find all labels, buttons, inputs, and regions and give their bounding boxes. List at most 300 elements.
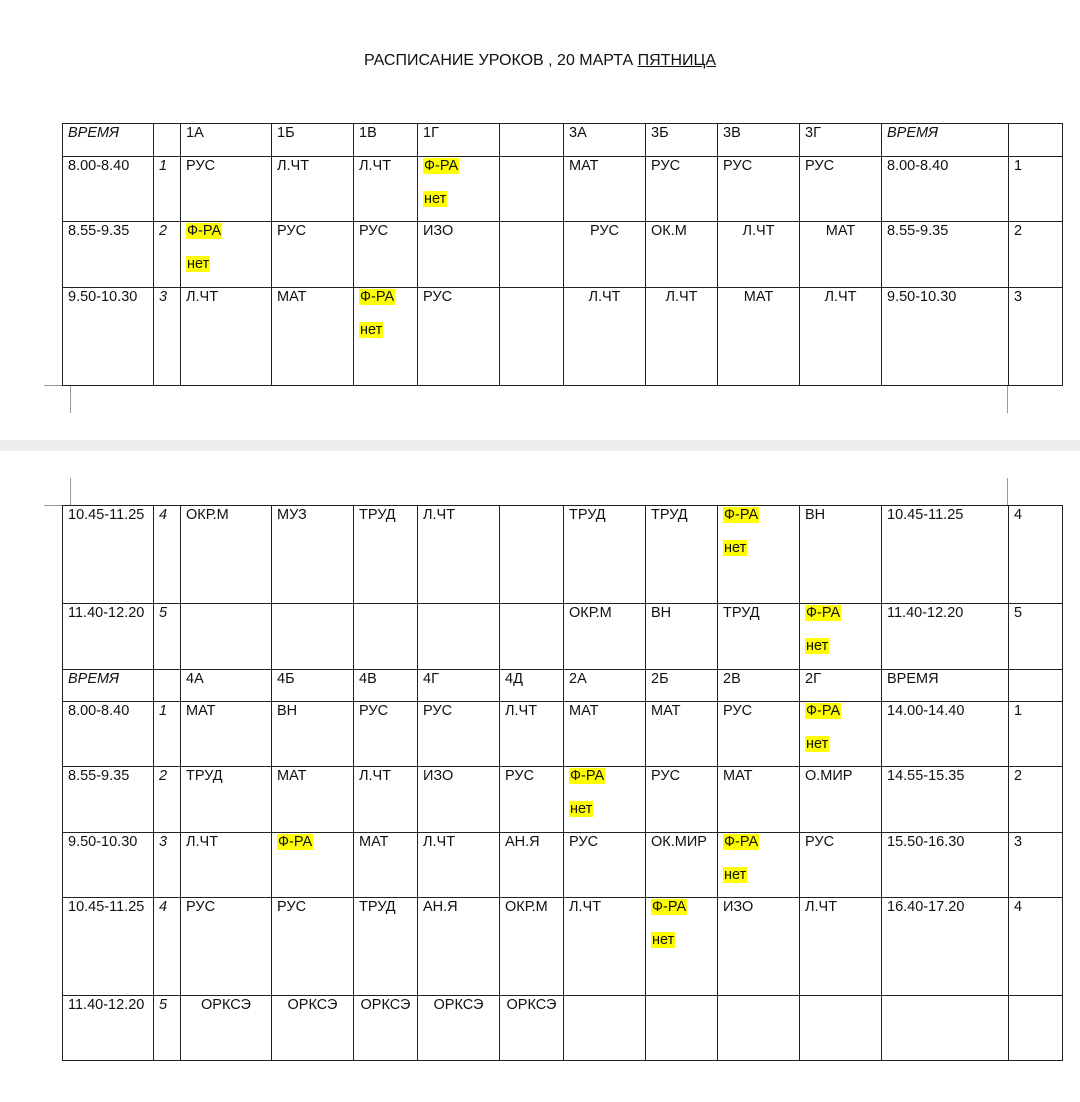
table-cell <box>154 604 181 670</box>
table-cell <box>418 670 500 702</box>
table-cell <box>181 604 272 670</box>
cell-text: РУС <box>186 158 216 174</box>
highlighted-text: нет <box>652 932 675 948</box>
cell-text: Л.ЧТ <box>277 158 310 174</box>
table-cell <box>718 222 800 288</box>
highlighted-text: нет <box>424 191 447 207</box>
table-cell <box>646 898 718 996</box>
table-cell <box>800 670 882 702</box>
table-cell <box>800 702 882 767</box>
table-cell <box>500 767 564 833</box>
table-row <box>63 767 1063 833</box>
cell-text: 10.45-11.25 <box>68 899 145 915</box>
cell-text: ОК.М <box>651 223 687 239</box>
table-cell <box>1009 222 1063 288</box>
table-cell <box>272 506 354 604</box>
cell-text: 3Б <box>651 125 669 141</box>
highlighted-text: Ф-РА <box>724 834 759 850</box>
table-row <box>63 898 1063 996</box>
table-cell <box>718 604 800 670</box>
cell-text: ОРКСЭ <box>506 997 557 1013</box>
cell-text: Л.ЧТ <box>423 507 456 523</box>
table-cell <box>418 702 500 767</box>
cell-text: 1В <box>359 125 377 141</box>
table-cell <box>564 702 646 767</box>
table-cell <box>418 996 500 1061</box>
table-cell <box>63 767 154 833</box>
table-cell <box>882 898 1009 996</box>
page-separator <box>0 440 1080 451</box>
cell-text: Л.ЧТ <box>359 158 392 174</box>
cell-text: 2 <box>159 223 168 239</box>
table-cell <box>154 767 181 833</box>
table-cell <box>646 604 718 670</box>
table-row <box>63 157 1063 222</box>
table-cell <box>500 124 564 157</box>
highlighted-text: нет <box>806 736 829 752</box>
table-cell <box>800 767 882 833</box>
highlighted-text: Ф-РА <box>360 289 395 305</box>
table-row <box>63 124 1063 157</box>
table-cell <box>646 124 718 157</box>
corner-mark <box>1007 478 1008 505</box>
cell-text: 1Г <box>423 125 439 141</box>
cell-text: 1 <box>1014 703 1023 719</box>
corner-mark <box>70 478 71 505</box>
table-cell <box>564 222 646 288</box>
cell-text: РУС <box>359 223 389 239</box>
table-cell <box>564 506 646 604</box>
table-cell <box>718 996 800 1061</box>
table-cell <box>718 157 800 222</box>
table-cell <box>272 996 354 1061</box>
table-cell <box>500 898 564 996</box>
table-cell <box>272 222 354 288</box>
table-cell <box>272 670 354 702</box>
table-cell <box>418 898 500 996</box>
cell-text: 9.50-10.30 <box>68 289 138 305</box>
table-cell <box>181 157 272 222</box>
table-cell <box>418 157 500 222</box>
table-cell <box>181 222 272 288</box>
table-cell <box>63 288 154 386</box>
cell-text: Л.ЧТ <box>588 289 621 305</box>
table-cell <box>154 124 181 157</box>
cell-text: РУС <box>723 158 753 174</box>
cell-text: РУС <box>423 289 453 305</box>
highlighted-text: Ф-РА <box>724 507 759 523</box>
table-cell <box>181 124 272 157</box>
table-cell <box>272 124 354 157</box>
table-cell <box>564 157 646 222</box>
cell-text: 2 <box>1014 768 1023 784</box>
highlighted-text: Ф-РА <box>570 768 605 784</box>
cell-text: 1А <box>186 125 204 141</box>
table-cell <box>882 506 1009 604</box>
cell-text: Л.ЧТ <box>423 834 456 850</box>
cell-text: 1Б <box>277 125 295 141</box>
table-cell <box>646 670 718 702</box>
cell-text: МАТ <box>723 768 753 784</box>
table-cell <box>154 222 181 288</box>
table-cell <box>154 157 181 222</box>
cell-text: Л.ЧТ <box>186 289 219 305</box>
table-row <box>63 222 1063 288</box>
cell-text: О.МИР <box>805 768 853 784</box>
cell-text: ИЗО <box>423 223 454 239</box>
cell-text: 8.00-8.40 <box>68 703 130 719</box>
cell-text: РУС <box>505 768 535 784</box>
table-row <box>63 288 1063 386</box>
table-cell <box>718 124 800 157</box>
cell-text: РУС <box>277 223 307 239</box>
table-cell <box>500 833 564 898</box>
cell-text: 5 <box>159 605 168 621</box>
table-cell <box>272 767 354 833</box>
table-cell <box>354 702 418 767</box>
cell-text: 3 <box>1014 289 1023 305</box>
table-cell <box>181 670 272 702</box>
table-cell <box>272 288 354 386</box>
table-cell <box>1009 506 1063 604</box>
table-cell <box>718 767 800 833</box>
table-cell <box>718 898 800 996</box>
table-cell <box>272 833 354 898</box>
table-cell <box>500 288 564 386</box>
cell-text: РУС <box>651 158 681 174</box>
cell-text: 3В <box>723 125 741 141</box>
cell-text: 4 <box>159 899 168 915</box>
table-cell <box>63 670 154 702</box>
schedule-table-top <box>62 123 1063 386</box>
cell-text: 10.45-11.25 <box>887 507 964 523</box>
cell-text: 4Д <box>505 671 523 687</box>
table-cell <box>800 124 882 157</box>
table-cell <box>63 222 154 288</box>
table-cell <box>181 767 272 833</box>
cell-text: 3 <box>1014 834 1023 850</box>
table-cell <box>63 833 154 898</box>
table-cell <box>1009 670 1063 702</box>
table-cell <box>1009 833 1063 898</box>
table-cell <box>1009 124 1063 157</box>
table-cell <box>181 833 272 898</box>
page-title <box>0 52 1080 70</box>
cell-text: 8.55-9.35 <box>887 223 949 239</box>
cell-text: ТРУД <box>651 507 688 523</box>
table-cell <box>1009 702 1063 767</box>
table-cell <box>354 898 418 996</box>
table-cell <box>418 506 500 604</box>
table-cell <box>63 604 154 670</box>
cell-text: 10.45-11.25 <box>68 507 145 523</box>
highlighted-text: нет <box>187 256 210 272</box>
table-cell <box>418 604 500 670</box>
table-cell <box>646 702 718 767</box>
cell-text: 8.55-9.35 <box>68 768 130 784</box>
cell-text: 14.55-15.35 <box>887 768 965 784</box>
table-cell <box>181 506 272 604</box>
cell-text: Л.ЧТ <box>569 899 602 915</box>
table-cell <box>646 288 718 386</box>
table-cell <box>718 833 800 898</box>
table-cell <box>646 767 718 833</box>
cell-text: АН.Я <box>505 834 540 850</box>
cell-text: Л.ЧТ <box>805 899 838 915</box>
cell-text: Л.ЧТ <box>824 289 857 305</box>
table-cell <box>354 157 418 222</box>
cell-text: 2А <box>569 671 587 687</box>
table-cell <box>63 996 154 1061</box>
cell-text: 1 <box>1014 158 1023 174</box>
cell-text: Л.ЧТ <box>742 223 775 239</box>
table-cell <box>418 833 500 898</box>
cell-text: 3А <box>569 125 587 141</box>
table-cell <box>154 506 181 604</box>
table-cell <box>63 124 154 157</box>
table-cell <box>354 670 418 702</box>
table-cell <box>154 288 181 386</box>
cell-text: РУС <box>423 703 453 719</box>
cell-text: Л.ЧТ <box>186 834 219 850</box>
cell-text: 4А <box>186 671 204 687</box>
table-cell <box>272 604 354 670</box>
table-cell <box>354 996 418 1061</box>
highlighted-text: нет <box>724 540 747 556</box>
table-cell <box>1009 604 1063 670</box>
table-cell <box>800 898 882 996</box>
highlighted-text: Ф-РА <box>278 834 313 850</box>
highlighted-text: нет <box>806 638 829 654</box>
table-cell <box>882 288 1009 386</box>
cell-text: РУС <box>589 223 620 239</box>
table-cell <box>181 702 272 767</box>
cell-text: РУС <box>651 768 681 784</box>
table-cell <box>354 124 418 157</box>
cell-text: МАТ <box>359 834 389 850</box>
cell-text: МАТ <box>569 703 599 719</box>
cell-text: МАТ <box>277 289 307 305</box>
table-cell <box>646 996 718 1061</box>
cell-text: 9.50-10.30 <box>68 834 138 850</box>
table-cell <box>800 833 882 898</box>
table-cell <box>154 898 181 996</box>
cell-text: 11.40-12.20 <box>887 605 964 621</box>
table-cell <box>564 767 646 833</box>
table-cell <box>564 288 646 386</box>
cell-text: 15.50-16.30 <box>887 834 965 850</box>
cell-text: 14.00-14.40 <box>887 703 965 719</box>
table-row <box>63 833 1063 898</box>
table-cell <box>564 604 646 670</box>
table-cell <box>800 157 882 222</box>
table-cell <box>646 506 718 604</box>
cell-text: ОКР.М <box>505 899 548 915</box>
table-cell <box>154 702 181 767</box>
cell-text: ОРКСЭ <box>201 997 251 1013</box>
cell-text: ОРКСЭ <box>360 997 411 1013</box>
table-cell <box>63 898 154 996</box>
table-cell <box>354 288 418 386</box>
corner-mark <box>70 386 71 413</box>
cell-text: 2 <box>159 768 168 784</box>
cell-text: 1 <box>159 158 168 174</box>
table-cell <box>418 288 500 386</box>
table-cell <box>154 833 181 898</box>
table-cell <box>272 157 354 222</box>
cell-text: ОРКСЭ <box>287 997 338 1013</box>
highlighted-text: нет <box>360 322 383 338</box>
table-cell <box>1009 898 1063 996</box>
table-cell <box>882 124 1009 157</box>
table-cell <box>1009 288 1063 386</box>
table-cell <box>800 996 882 1061</box>
table-cell <box>354 833 418 898</box>
table-cell <box>63 702 154 767</box>
cell-text: ИЗО <box>723 899 754 915</box>
table-cell <box>418 124 500 157</box>
table-cell <box>564 996 646 1061</box>
table-cell <box>882 833 1009 898</box>
table-cell <box>800 506 882 604</box>
table-cell <box>181 288 272 386</box>
schedule-table-bottom <box>62 505 1063 1061</box>
cell-text: 4 <box>159 507 168 523</box>
cell-text: МАТ <box>825 223 856 239</box>
table-cell <box>500 702 564 767</box>
table-row <box>63 506 1063 604</box>
cell-text: 5 <box>159 997 168 1013</box>
table-cell <box>63 506 154 604</box>
cell-text: 4 <box>1014 899 1023 915</box>
table-cell <box>354 767 418 833</box>
table-cell <box>564 898 646 996</box>
corner-mark <box>44 505 62 506</box>
cell-text: 8.55-9.35 <box>68 223 130 239</box>
cell-text: 4 <box>1014 507 1023 523</box>
table-cell <box>354 604 418 670</box>
table-cell <box>718 288 800 386</box>
table-cell <box>354 222 418 288</box>
table-cell <box>718 670 800 702</box>
table-cell <box>882 222 1009 288</box>
cell-text: ВН <box>277 703 298 719</box>
table-cell <box>800 288 882 386</box>
table-cell <box>800 604 882 670</box>
table-cell <box>500 604 564 670</box>
cell-text: 11.40-12.20 <box>68 997 145 1013</box>
table-cell <box>646 222 718 288</box>
table-cell <box>500 506 564 604</box>
cell-text: ВН <box>805 507 826 523</box>
table-row <box>63 604 1063 670</box>
title-main: РАСПИСАНИЕ УРОКОВ , 20 МАРТА <box>364 52 638 69</box>
table-cell <box>882 996 1009 1061</box>
corner-mark <box>44 385 62 386</box>
cell-text: 2Г <box>805 671 821 687</box>
table-cell <box>63 157 154 222</box>
cell-text: 2Б <box>651 671 669 687</box>
cell-text: РУС <box>569 834 599 850</box>
highlighted-text: Ф-РА <box>424 158 459 174</box>
table-cell <box>272 702 354 767</box>
cell-text: РУС <box>723 703 753 719</box>
table-cell <box>564 670 646 702</box>
cell-text: ТРУД <box>569 507 606 523</box>
cell-text: 4Б <box>277 671 295 687</box>
cell-text: ОРКСЭ <box>433 997 484 1013</box>
highlighted-text: Ф-РА <box>187 223 222 239</box>
cell-text: 4Г <box>423 671 439 687</box>
table-cell <box>272 898 354 996</box>
cell-text: Л.ЧТ <box>505 703 538 719</box>
cell-text: ВРЕМЯ <box>887 125 938 141</box>
table-cell <box>882 702 1009 767</box>
table-cell <box>354 506 418 604</box>
table-cell <box>882 767 1009 833</box>
cell-text: ТРУД <box>723 605 760 621</box>
cell-text: 2 <box>1014 223 1023 239</box>
table-cell <box>882 604 1009 670</box>
cell-text: ВРЕМЯ <box>887 671 939 687</box>
cell-text: 8.00-8.40 <box>887 158 949 174</box>
cell-text: 9.50-10.30 <box>887 289 957 305</box>
table-row <box>63 670 1063 702</box>
cell-text: 2В <box>723 671 741 687</box>
table-cell <box>718 702 800 767</box>
cell-text: РУС <box>186 899 216 915</box>
highlighted-text: нет <box>724 867 747 883</box>
cell-text: ВН <box>651 605 672 621</box>
table-cell <box>1009 157 1063 222</box>
table-cell <box>882 670 1009 702</box>
table-cell <box>181 898 272 996</box>
cell-text: 3 <box>159 834 168 850</box>
cell-text: МАТ <box>743 289 774 305</box>
cell-text: РУС <box>359 703 389 719</box>
highlighted-text: Ф-РА <box>806 605 841 621</box>
cell-text: ОК.МИР <box>651 834 707 850</box>
cell-text: ТРУД <box>359 507 396 523</box>
cell-text: ТРУД <box>186 768 223 784</box>
cell-text: РУС <box>277 899 307 915</box>
cell-text: 3 <box>159 289 168 305</box>
cell-text: 1 <box>159 703 168 719</box>
table-cell <box>500 670 564 702</box>
table-cell <box>181 996 272 1061</box>
cell-text: РУС <box>805 158 835 174</box>
cell-text: 3Г <box>805 125 821 141</box>
cell-text: ОКР.М <box>186 507 229 523</box>
cell-text: МАТ <box>651 703 681 719</box>
table-row <box>63 996 1063 1061</box>
cell-text: ВРЕМЯ <box>68 125 119 141</box>
corner-mark <box>1007 386 1008 413</box>
cell-text: ТРУД <box>359 899 396 915</box>
cell-text: РУС <box>805 834 835 850</box>
table-cell <box>800 222 882 288</box>
table-cell <box>418 222 500 288</box>
table-cell <box>1009 996 1063 1061</box>
table-cell <box>718 506 800 604</box>
table-cell <box>500 157 564 222</box>
cell-text: 4В <box>359 671 377 687</box>
cell-text: 16.40-17.20 <box>887 899 965 915</box>
table-cell <box>418 767 500 833</box>
highlighted-text: Ф-РА <box>652 899 687 915</box>
table-cell <box>646 833 718 898</box>
cell-text: 5 <box>1014 605 1023 621</box>
